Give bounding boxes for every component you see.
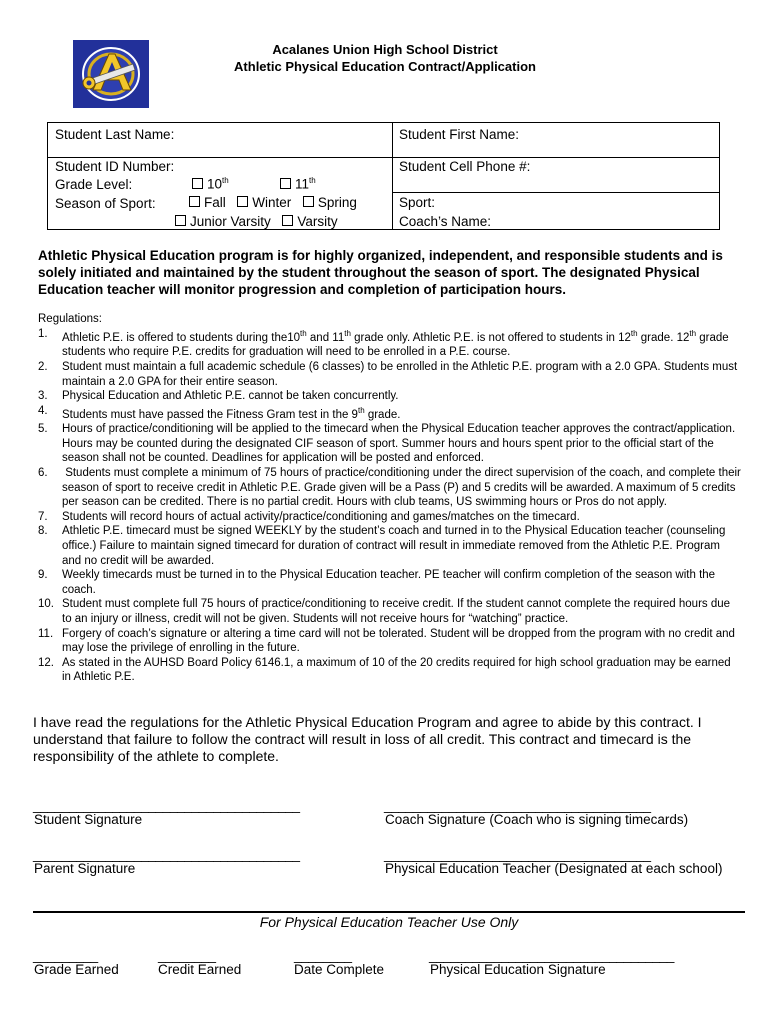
teacher-use-title: For Physical Education Teacher Use Only <box>259 914 519 930</box>
cell-phone-label: Student Cell Phone #: <box>399 159 531 174</box>
grade-11-option[interactable]: 11th <box>280 176 316 192</box>
coach-signature-line[interactable]: _____________________________________ <box>384 798 651 813</box>
coach-signature-label: Coach Signature (Coach who is signing timecards) <box>385 812 689 827</box>
credit-earned-line[interactable]: ________ <box>158 948 216 963</box>
grade-earned-line[interactable]: _________ <box>33 948 98 963</box>
regulation-text: As stated in the AUHSD Board Policy 6146.1, a maximum of 10 of the 20 credits required for high school graduation may be earned in Athletic P.E. <box>62 656 731 684</box>
regulation-number: 3. <box>38 390 48 403</box>
date-complete-label: Date Complete <box>294 962 385 977</box>
regulation-number: 1. <box>38 328 48 340</box>
regulation-text: Students must have passed the Fitness Gram test in the 9th grade. <box>62 405 401 421</box>
id-number-label: Student ID Number: <box>55 159 175 174</box>
grade-10-checkbox[interactable] <box>192 178 203 189</box>
regulation-text: Students must complete a minimum of 75 hours of practice/conditioning under the direct supervision of the coach, and complete their season of sport to receive credit in Athletic P.E. Grade given will be a Pass (P) and 5 credits will be awarded. A maximum of 5 credits per season can be credited. There is no partial credit. Hours with club teams, US swimming hours or Pros do not apply. <box>62 467 741 509</box>
regulation-number: 2. <box>38 361 48 374</box>
form-title: Athletic Physical Education Contract/Application <box>234 59 536 74</box>
regulation-number: 8. <box>38 525 48 538</box>
regulation-number: 6. <box>38 467 48 479</box>
grade-level-label: Grade Level: <box>55 177 133 192</box>
fall-label: Fall <box>204 195 226 210</box>
regulation-number: 11. <box>38 627 54 640</box>
student-info-table <box>47 122 720 230</box>
spring-label: Spring <box>317 195 357 210</box>
regulation-item <box>38 422 742 466</box>
regulation-item <box>38 568 742 597</box>
regulation-text: Athletic P.E. is offered to students during the10th and 11th grade only. Athletic P.E. is not offered to students in 12th grade. 12th grade students who require P.E. credits for graduation will need to be enrolled in a P.E. course. <box>62 329 729 359</box>
level-options <box>175 214 338 229</box>
regulations-list <box>38 327 742 685</box>
regulation-number: 4. <box>38 404 48 417</box>
regulation-number: 7. <box>38 510 48 523</box>
pe-teacher-signature-line[interactable]: _____________________________________ <box>384 847 651 862</box>
regulation-number: 12. <box>38 656 54 669</box>
regulation-text: Weekly timecards must be turned in to the Physical Education teacher. PE teacher will confirm completion of the season with the coach. <box>62 569 716 596</box>
pe-signature-label: Physical Education Signature <box>430 962 606 977</box>
regulation-item <box>38 627 742 656</box>
regulation-item <box>38 360 742 389</box>
parent-signature-label: Parent Signature <box>34 861 136 876</box>
date-complete-line[interactable]: ________ <box>294 948 352 963</box>
regulation-text: Student must maintain a full academic schedule (6 classes) to be enrolled in the Athletic P.E. program with a 2.0 GPA. Students must maintain a 2.0 GPA for their entire season. <box>62 361 738 388</box>
regulation-item <box>38 327 742 360</box>
varsity-checkbox[interactable] <box>282 215 293 226</box>
regulation-item <box>38 466 742 510</box>
jv-label: Junior Varsity <box>190 214 271 229</box>
agreement-text: I have read the regulations for the Athletic Physical Education Program and agree to abide by this contract. I understand that failure to follow the contract will result in loss of all credit. This contract and timecard is the responsibility of the athlete to complete. <box>33 714 702 764</box>
program-intro: Athletic Physical Education program is for highly organized, independent, and responsible students and is solely initiated and maintained by the student throughout the season of sport. The designated Physical Education teacher will monitor progression and completion of participation hours. <box>38 248 723 297</box>
regulation-item <box>38 510 742 525</box>
grade-11-checkbox[interactable] <box>280 178 291 189</box>
section-divider <box>33 911 745 913</box>
season-label: Season of Sport: <box>55 196 156 211</box>
spring-checkbox[interactable] <box>303 196 314 207</box>
regulation-text: Hours of practice/conditioning will be applied to the timecard when the Physical Education teacher approves the contract/application. Hours may be counted during the designated CIF season of sport. Summer hours and hours spent prior to the official start of the season shall not be counted. Deadlines for application will be posted and enforced. <box>62 423 736 465</box>
pe-signature-line[interactable]: __________________________________ <box>429 948 675 963</box>
credit-earned-label: Credit Earned <box>158 962 242 977</box>
winter-label: Winter <box>252 195 292 210</box>
district-name: Acalanes Union High School District <box>272 42 498 57</box>
first-name-label: Student First Name: <box>399 127 520 142</box>
regulation-text: Forgery of coach’s signature or altering a time card will not be tolerated. Student will be dropped from the program with no credit and may lose the privilege of enrolling in the future. <box>62 627 735 655</box>
coach-name-label: Coach’s Name: <box>399 214 492 229</box>
regulation-number: 5. <box>38 423 48 436</box>
winter-checkbox[interactable] <box>237 196 248 207</box>
regulation-text: Student must complete full 75 hours of practice/conditioning to receive credit. If the student cannot complete the required hours due to an injury or illness, credit will not be given. Students will not receive hours for “watching” practice. <box>62 598 731 625</box>
pe-teacher-signature-label: Physical Education Teacher (Designated at each school) <box>385 861 723 876</box>
regulation-item <box>38 404 742 422</box>
student-signature-label: Student Signature <box>34 812 143 827</box>
regulation-number: 9. <box>38 569 48 582</box>
grade-earned-label: Grade Earned <box>34 962 119 977</box>
last-name-label: Student Last Name: <box>55 127 175 142</box>
regulation-item <box>38 597 742 626</box>
parent-signature-line[interactable]: _____________________________________ <box>33 847 300 862</box>
season-options <box>189 195 357 210</box>
fall-checkbox[interactable] <box>189 196 200 207</box>
regulations-title: Regulations: <box>38 313 102 325</box>
regulation-item <box>38 389 742 404</box>
varsity-label: Varsity <box>297 214 338 229</box>
regulation-text: Physical Education and Athletic P.E. cannot be taken concurrently. <box>62 390 399 403</box>
regulation-text: Athletic P.E. timecard must be signed WEEKLY by the student’s coach and turned in to the Physical Education teacher (counseling office.) Failure to maintain signed timecard for duration of contract will result in immediate removed from the Athletic P.E. Program and no credit will be awarded. <box>62 525 726 567</box>
jv-checkbox[interactable] <box>175 215 186 226</box>
regulation-item <box>38 656 742 685</box>
sport-label: Sport: <box>399 195 436 210</box>
regulation-item <box>38 524 742 568</box>
regulation-number: 10. <box>38 598 54 611</box>
regulation-text: Students will record hours of actual activity/practice/conditioning and games/matches on the timecard. <box>62 510 580 523</box>
student-signature-line[interactable]: _____________________________________ <box>33 798 300 813</box>
grade-10-option[interactable]: 10th <box>192 176 229 192</box>
